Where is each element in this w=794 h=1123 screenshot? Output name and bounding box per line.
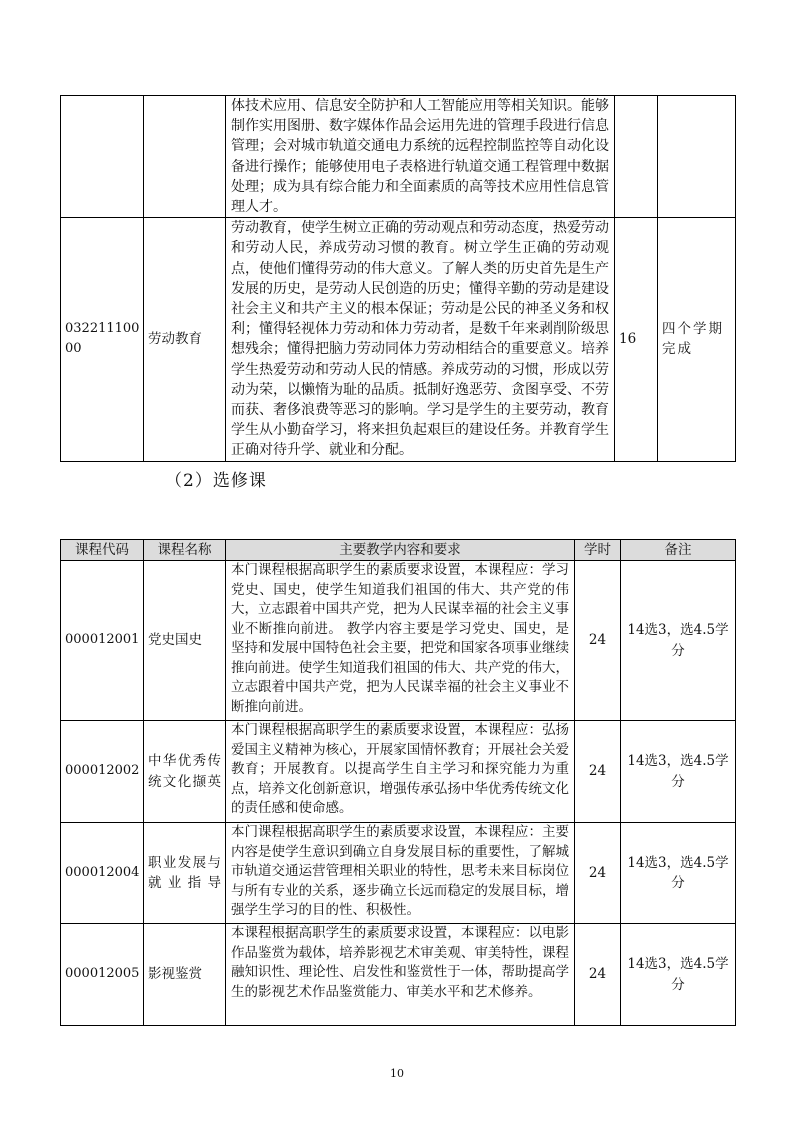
elective-courses-table xyxy=(60,539,736,1026)
course-name xyxy=(144,96,226,218)
course-note: 14选3，选4.5学分 xyxy=(621,823,736,924)
table-header-row xyxy=(61,540,736,561)
header-name: 课程名称 xyxy=(144,540,226,561)
course-note: 四个学期完成 xyxy=(658,218,736,461)
course-name: 影视鉴赏 xyxy=(144,924,226,1026)
course-content: 本门课程根据高职学生的素质要求设置，本课程应：学习党史、国史，使学生知道我们祖国的伟大、共产党的伟大，立志跟着中国共产党，把为人民谋幸福的社会主义事业不断推向前进。 教学内容主要是学习党史、国史，是坚持和发展中国特色社会主要，把党和国家各项事业继续推向前进。使学生知道我们祖国的伟大、共产党的伟大，立志跟着中国共产党，把为人民谋幸福的社会主义事业不断推向前进。 xyxy=(226,561,575,721)
required-courses-table xyxy=(60,95,736,462)
course-name: 党史国史 xyxy=(144,561,226,721)
course-hours: 16 xyxy=(615,218,658,461)
table-row xyxy=(61,218,736,461)
page-number: 10 xyxy=(390,1067,404,1080)
table-row xyxy=(61,96,736,218)
course-name: 职业发展与就业指导 xyxy=(144,823,226,924)
course-note: 14选3，选4.5学分 xyxy=(621,721,736,823)
course-code: 000012002 xyxy=(61,721,144,823)
course-hours: 24 xyxy=(575,924,621,1026)
course-note xyxy=(658,96,736,218)
header-hours: 学时 xyxy=(575,540,621,561)
course-name: 劳动教育 xyxy=(144,218,226,461)
course-hours: 24 xyxy=(575,561,621,721)
course-code: 000012004 xyxy=(61,823,144,924)
course-hours: 24 xyxy=(575,823,621,924)
header-note: 备注 xyxy=(621,540,736,561)
course-name: 中华优秀传统文化撷英 xyxy=(144,721,226,823)
course-code xyxy=(61,96,144,218)
course-content: 本门课程根据高职学生的素质要求设置，本课程应：弘扬爱国主义精神为核心，开展家国情怀教育；开展社会关爱教育；开展教育。以提高学生自主学习和探究能力为重点，培养文化创新意识，增强传承弘扬中华优秀传统文化的责任感和使命感。 xyxy=(226,721,575,823)
table-row xyxy=(61,823,736,924)
course-content: 劳动教育，使学生树立正确的劳动观点和劳动态度，热爱劳动和劳动人民，养成劳动习惯的教育。树立学生正确的劳动观点，使他们懂得劳动的伟大意义。了解人类的历史首先是生产发展的历史，是劳动人民创造的历史；懂得辛勤的劳动是建设社会主义和共产主义的根本保证；劳动是公民的神圣义务和权利；懂得轻视体力劳动和体力劳动者，是数千年来剥削阶级思想残余；懂得把脑力劳动同体力劳动相结合的重要意义。培养学生热爱劳动和劳动人民的情感。养成劳动的习惯，形成以劳动为荣，以懒惰为耻的品质。抵制好逸恶劳、贪图享受、不劳而获、奢侈浪费等恶习的影响。学习是学生的主要劳动，教育学生从小勤奋学习，将来担负起艰巨的建设任务。并教育学生正确对待升学、就业和分配。 xyxy=(226,218,615,461)
course-code: 000012001 xyxy=(61,561,144,721)
course-hours xyxy=(615,96,658,218)
course-hours: 24 xyxy=(575,721,621,823)
course-content: 本课程根据高职学生的素质要求设置，本课程应：以电影作品鉴赏为载体，培养影视艺术审美观、审美特性，课程融知识性、理论性、启发性和鉴赏性于一体，帮助提高学生的影视艺术作品鉴赏能力、审美水平和艺术修养。 xyxy=(226,924,575,1026)
table-row xyxy=(61,721,736,823)
header-content: 主要教学内容和要求 xyxy=(226,540,575,561)
header-code: 课程代码 xyxy=(61,540,144,561)
course-code: 000012005 xyxy=(61,924,144,1026)
section-title: （2）选修课 xyxy=(165,471,267,491)
course-content: 体技术应用、信息安全防护和人工智能应用等相关知识。能够制作实用图册、数字媒体作品会运用先进的管理手段进行信息管理；会对城市轨道交通电力系统的远程控制监控等自动化设备进行操作；能够使用电子表格进行轨道交通工程管理中数据处理；成为具有综合能力和全面素质的高等技术应用性信息管理人才。 xyxy=(226,96,615,218)
table-row xyxy=(61,561,736,721)
course-content: 本门课程根据高职学生的素质要求设置，本课程应：主要内容是使学生意识到确立自身发展目标的重要性，了解城市轨道交通运营管理相关职业的特性，思考未来目标岗位与所有专业的关系，逐步确立长远而稳定的发展目标，增强学生学习的目的性、积极性。 xyxy=(226,823,575,924)
course-code: 032211100 00 xyxy=(61,218,144,461)
course-note: 14选3，选4.5学分 xyxy=(621,561,736,721)
course-note: 14选3，选4.5学分 xyxy=(621,924,736,1026)
table-row xyxy=(61,924,736,1026)
